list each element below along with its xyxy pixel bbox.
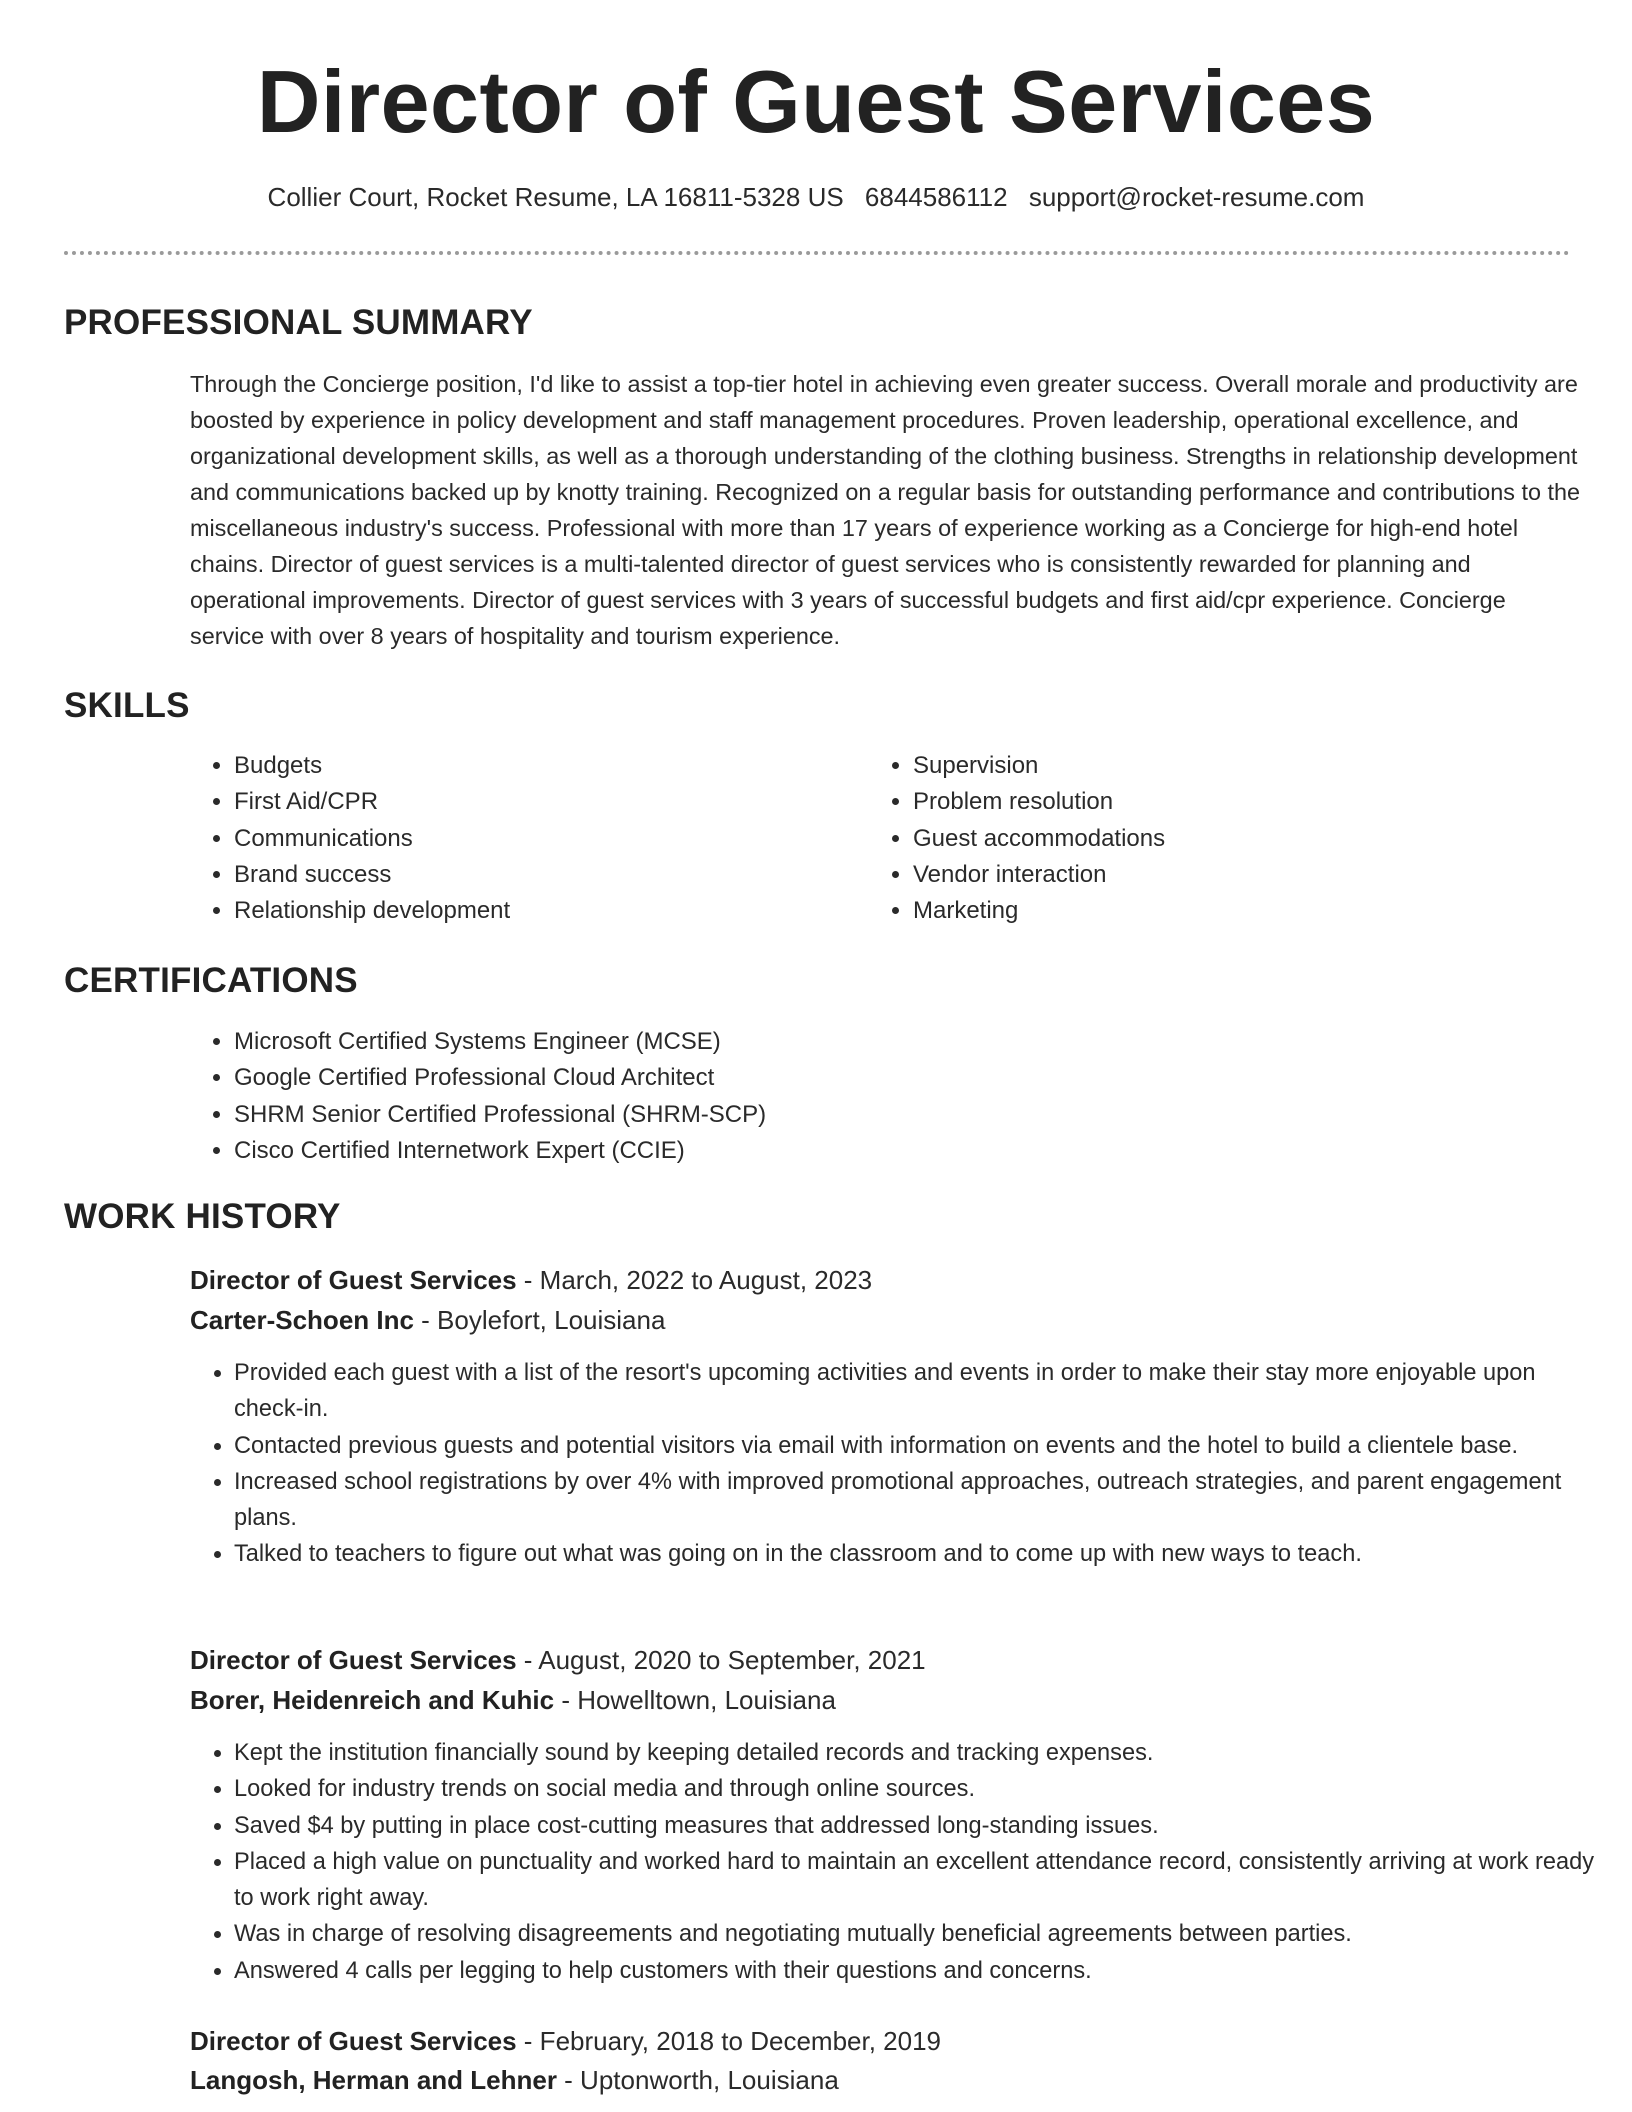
job-bullets	[190, 1355, 1604, 1573]
job-company: Carter-Schoen Inc	[190, 1305, 414, 1335]
header-divider	[64, 251, 1570, 255]
summary-text: Through the Concierge position, I'd like to assist a top-tier hotel in achieving even greater success. Overall morale and productivity are boosted by experience in policy development and staff management procedures. Proven leadership, operational excellence, and organizational development skills, as well as a thorough understanding of the clothing business. Strengths in relationship development and communications backed up by knotty training. Recognized on a regular basis for outstanding performance and contributions to the miscellaneous industry's success. Professional with more than 17 years of experience working as a Concierge for high-end hotel chains. Director of guest services is a multi-talented director of guest services who is consistently rewarded for planning and operational improvements. Director of guest services with 3 years of successful budgets and first aid/cpr experience. Concierge service with over 8 years of hospitality and tourism experience.	[190, 371, 1580, 649]
job-bullet: • Looked for industry trends on social media and through online sources.	[234, 1771, 1604, 1807]
skill-item: • Relationship development	[234, 893, 510, 929]
job-bullet: • Was in charge of resolving disagreements and negotiating mutually beneficial agreements between parties.	[234, 1916, 1604, 1952]
job-dates: - March, 2022 to August, 2023	[516, 1265, 873, 1295]
skill-item: • Vendor interaction	[913, 857, 1165, 893]
skill-item: • Budgets	[234, 748, 510, 784]
skill-item: • Supervision	[913, 748, 1165, 784]
job-location: - Boylefort, Louisiana	[413, 1305, 666, 1335]
skills-list-left	[190, 748, 510, 929]
job-title-line	[190, 1647, 926, 1673]
job-title-line	[190, 1267, 872, 1293]
resume-name-heading: Director of Guest Services	[256, 52, 1376, 151]
job-company: Borer, Heidenreich and Kuhic	[190, 1685, 555, 1715]
certifications-list	[190, 1024, 766, 1169]
job-bullet: • Contacted previous guests and potential visitors via email with information on events and the hotel to build a clientele base.	[234, 1428, 1604, 1464]
job-company-line	[190, 1687, 836, 1713]
job-company-line	[190, 1307, 665, 1333]
job-title: Director of Guest Services	[190, 1265, 517, 1295]
job-location: - Uptonworth, Louisiana	[556, 2065, 839, 2095]
summary-section-title: PROFESSIONAL SUMMARY	[64, 303, 533, 342]
job-company: Langosh, Herman and Lehner	[190, 2065, 557, 2095]
certification-item: • SHRM Senior Certified Professional (SHRM-SCP)	[234, 1097, 766, 1133]
job-bullet: • Answered 4 calls per legging to help customers with their questions and concerns.	[234, 1953, 1604, 1989]
job-bullet: • Talked to teachers to figure out what was going on in the classroom and to come up with new ways to teach.	[234, 1536, 1604, 1572]
job-location: - Howelltown, Louisiana	[554, 1685, 836, 1715]
job-dates: - February, 2018 to December, 2019	[516, 2026, 941, 2056]
skill-item: • Problem resolution	[913, 784, 1165, 820]
job-bullet: • Increased school registrations by over 4% with improved promotional approaches, outreach strategies, and parent engagement plans.	[234, 1464, 1604, 1537]
skill-item: • First Aid/CPR	[234, 784, 510, 820]
skills-list-right	[869, 748, 1165, 929]
job-title: Director of Guest Services	[190, 1645, 517, 1675]
contact-phone: 6844586112	[864, 182, 1008, 212]
contact-address: Collier Court, Rocket Resume, LA 16811-5328 US	[267, 182, 844, 212]
contact-email: support@rocket-resume.com	[1028, 182, 1365, 212]
job-title: Director of Guest Services	[190, 2026, 517, 2056]
certification-item: • Google Certified Professional Cloud Architect	[234, 1060, 766, 1096]
job-bullet: • Placed a high value on punctuality and worked hard to maintain an excellent attendance record, consistently arriving at work ready to work right away.	[234, 1844, 1604, 1917]
job-bullet: • Kept the institution financially sound by keeping detailed records and tracking expenses.	[234, 1735, 1604, 1771]
job-title-line	[190, 2028, 941, 2054]
job-company-line	[190, 2067, 839, 2093]
certification-item: • Microsoft Certified Systems Engineer (MCSE)	[234, 1024, 766, 1060]
skill-item: • Brand success	[234, 857, 510, 893]
skills-section-title: SKILLS	[64, 686, 190, 725]
job-bullet: • Saved $4 by putting in place cost-cutting measures that addressed long-standing issues.	[234, 1808, 1604, 1844]
certifications-section-title: CERTIFICATIONS	[64, 961, 358, 1000]
job-bullets	[190, 1735, 1604, 1989]
job-bullet: • Provided each guest with a list of the resort's upcoming activities and events in order to make their stay more enjoyable upon check-in.	[234, 1355, 1604, 1428]
work-history-section-title: WORK HISTORY	[64, 1197, 341, 1236]
contact-line	[0, 184, 1632, 210]
certification-item: • Cisco Certified Internetwork Expert (CCIE)	[234, 1133, 766, 1169]
skill-item: • Marketing	[913, 893, 1165, 929]
skill-item: • Guest accommodations	[913, 821, 1165, 857]
job-dates: - August, 2020 to September, 2021	[516, 1645, 926, 1675]
skill-item: • Communications	[234, 821, 510, 857]
